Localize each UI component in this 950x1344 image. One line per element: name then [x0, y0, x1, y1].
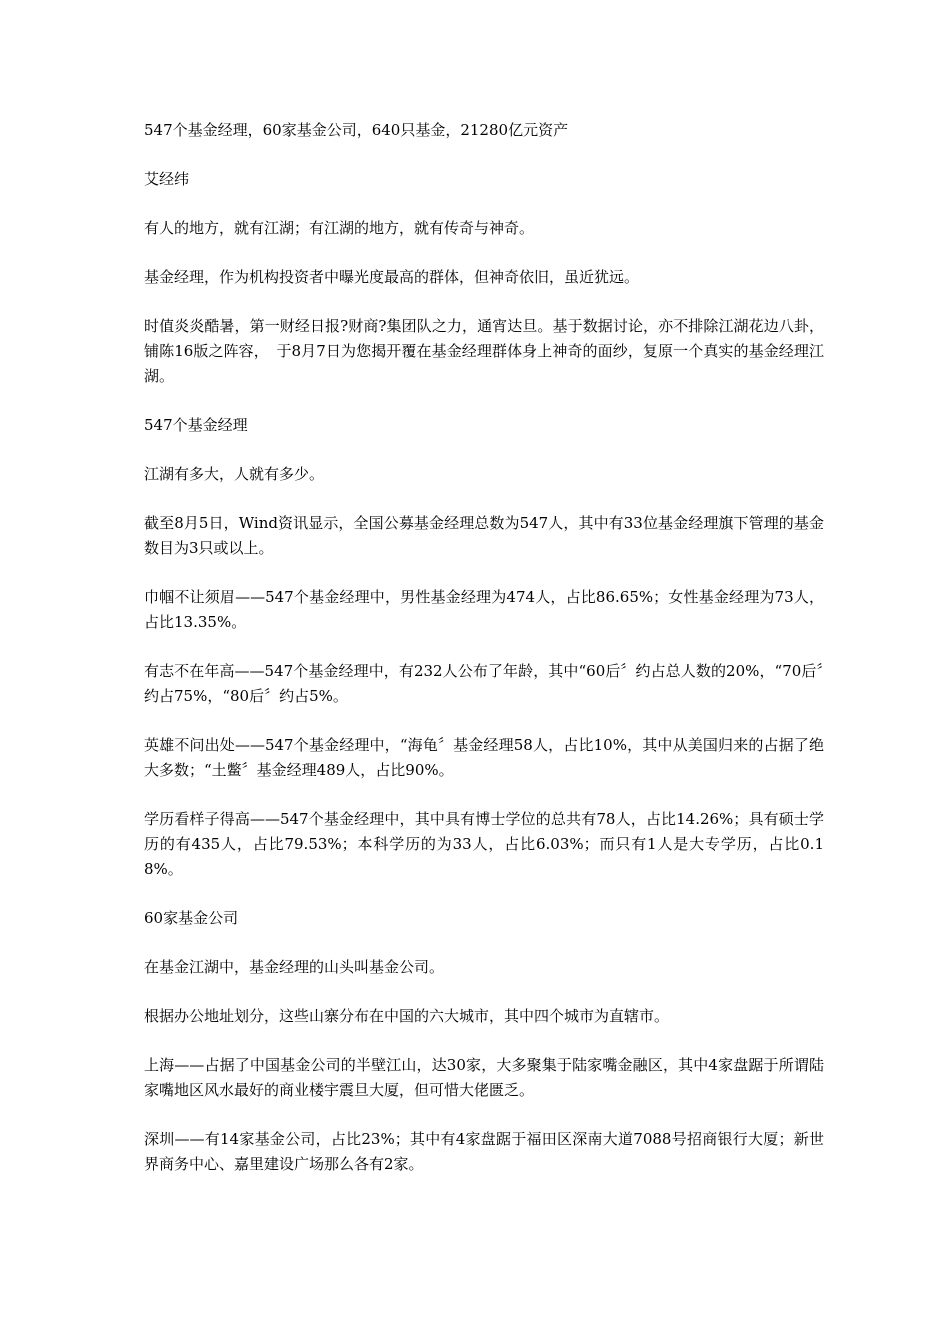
author-name: 艾经纬: [144, 170, 190, 188]
article-title: 547个基金经理，60家基金公司，640只基金，21280亿元资产: [144, 121, 569, 139]
paragraph: 英雄不问出处——547个基金经理中，“海龟〞基金经理58人，占比10%，其中从美国归来的占据了绝大多数；“土鳖〞基金经理489人，占比90%。: [144, 736, 824, 779]
document-body: [144, 118, 824, 1201]
paragraph: 深圳——有14家基金公司，占比23%；其中有4家盘踞于福田区深南大道7088号招商银行大厦；新世界商务中心、嘉里建设广场那么各有2家。: [144, 1130, 824, 1173]
paragraph: 时值炎炎酷暑，第一财经日报?财商?集团队之力，通宵达旦。基于数据讨论，亦不排除江湖花边八卦，铺陈16版之阵容， 于8月7日为您揭开覆在基金经理群体身上神奇的面纱，复原一个真实的基金经理江湖。: [144, 317, 824, 385]
paragraph: 上海——占据了中国基金公司的半壁江山，达30家，大多聚集于陆家嘴金融区，其中4家盘踞于所谓陆家嘴地区风水最好的商业楼宇震旦大厦，但可惜大佬匮乏。: [144, 1056, 824, 1099]
paragraph: 基金经理，作为机构投资者中曝光度最高的群体，但神奇依旧，虽近犹远。: [144, 268, 640, 286]
paragraph: 有人的地方，就有江湖；有江湖的地方，就有传奇与神奇。: [144, 219, 535, 237]
paragraph: 在基金江湖中，基金经理的山头叫基金公司。: [144, 958, 445, 976]
section-heading: 60家基金公司: [144, 909, 239, 927]
paragraph: 学历看样子得高——547个基金经理中，其中具有博士学位的总共有78人，占比14.26%；具有硕士学历的有435人，占比79.53%；本科学历的为33人，占比6.03%；而只有1人是大专学历，占比0.18%。: [144, 810, 824, 878]
section-heading: 547个基金经理: [144, 416, 248, 434]
paragraph: 有志不在年高——547个基金经理中，有232人公布了年龄，其中“60后〞约占总人数的20%，“70后〞约占75%，“80后〞约占5%。: [144, 662, 824, 705]
paragraph: 巾帼不让须眉——547个基金经理中，男性基金经理为474人，占比86.65%；女性基金经理为73人，占比13.35%。: [144, 588, 824, 631]
paragraph: 江湖有多大，人就有多少。: [144, 465, 325, 483]
paragraph: 截至8月5日，Wind资讯显示，全国公募基金经理总数为547人，其中有33位基金经理旗下管理的基金数目为3只或以上。: [144, 514, 824, 557]
paragraph: 根据办公地址划分，这些山寨分布在中国的六大城市，其中四个城市为直辖市。: [144, 1007, 670, 1025]
